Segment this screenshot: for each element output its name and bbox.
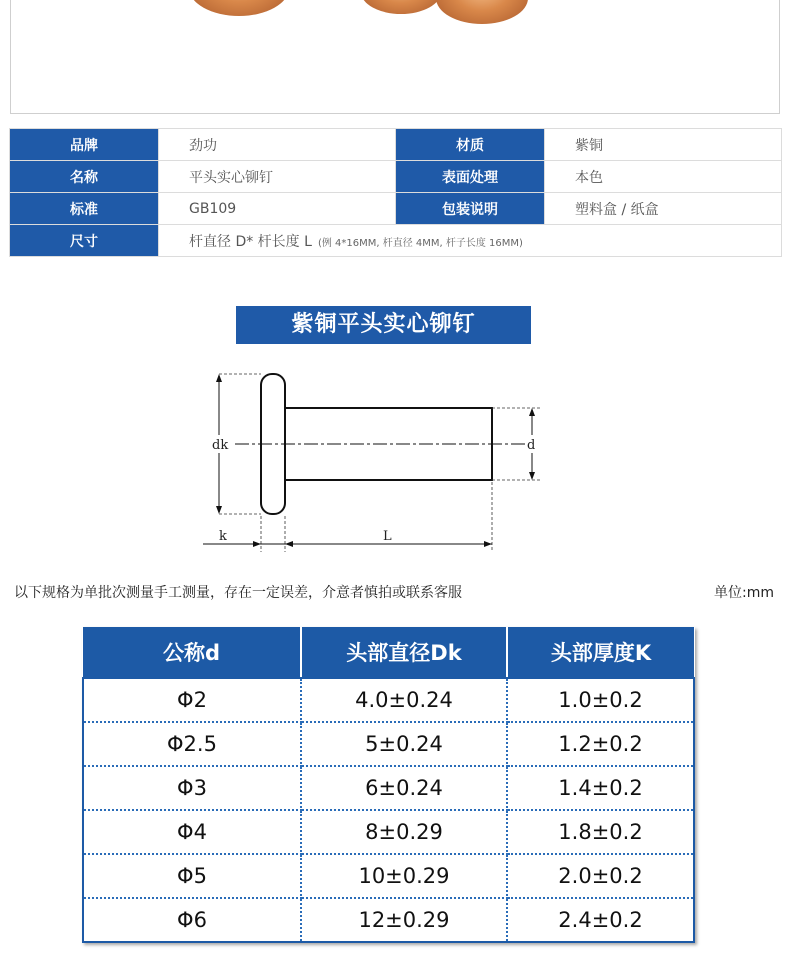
table-row bbox=[83, 898, 694, 942]
spec-row bbox=[10, 161, 782, 193]
spec-row bbox=[10, 193, 782, 225]
rivet-image bbox=[189, 0, 289, 16]
table-cell: Φ2 bbox=[83, 678, 301, 722]
size-example: (例 4*16MM, 杆直径 4MM, 杆子长度 16MM) bbox=[317, 237, 523, 249]
spec-label: 品牌 bbox=[10, 129, 159, 161]
spec-value: 紫铜 bbox=[545, 129, 782, 161]
d-label: d bbox=[527, 438, 536, 453]
table-cell: 1.8±0.2 bbox=[507, 810, 694, 854]
table-cell: 2.0±0.2 bbox=[507, 854, 694, 898]
column-header: 头部直径Dk bbox=[301, 627, 507, 678]
arrow-icon bbox=[285, 541, 293, 547]
table-cell: 5±0.24 bbox=[301, 722, 507, 766]
table-cell: Φ5 bbox=[83, 854, 301, 898]
table-cell: 1.0±0.2 bbox=[507, 678, 694, 722]
spec-label: 尺寸 bbox=[10, 225, 159, 257]
unit-note: 单位:mm bbox=[714, 585, 774, 601]
spec-row-size bbox=[10, 225, 782, 257]
spec-label: 材质 bbox=[396, 129, 545, 161]
arrow-icon bbox=[253, 541, 261, 547]
arrow-icon bbox=[216, 506, 222, 514]
table-row bbox=[83, 678, 694, 722]
table-cell: 6±0.24 bbox=[301, 766, 507, 810]
size-formula: 杆直径 D* 杆长度 L bbox=[189, 233, 312, 250]
dk-label: dk bbox=[212, 438, 229, 453]
spec-value: 塑料盒 / 纸盒 bbox=[545, 193, 782, 225]
L-label: L bbox=[383, 529, 392, 544]
table-cell: 2.4±0.2 bbox=[507, 898, 694, 942]
table-cell: Φ4 bbox=[83, 810, 301, 854]
table-cell: 10±0.29 bbox=[301, 854, 507, 898]
product-title-banner: 紫铜平头实心铆钉 bbox=[236, 306, 531, 344]
rivet-diagram bbox=[195, 360, 555, 560]
table-row bbox=[83, 810, 694, 854]
spec-row bbox=[10, 129, 782, 161]
table-row bbox=[83, 766, 694, 810]
column-header: 公称d bbox=[83, 627, 301, 678]
arrow-icon bbox=[529, 408, 535, 416]
spec-value: 本色 bbox=[545, 161, 782, 193]
arrow-icon bbox=[216, 374, 222, 382]
k-label: k bbox=[219, 529, 227, 544]
spec-table bbox=[9, 128, 782, 257]
product-photo bbox=[10, 0, 780, 114]
size-table bbox=[82, 627, 695, 943]
spec-label: 名称 bbox=[10, 161, 159, 193]
measurement-note: 以下规格为单批次测量手工测量，存在一定误差，介意者慎拍或联系客服 bbox=[14, 585, 462, 601]
spec-label: 表面处理 bbox=[396, 161, 545, 193]
spec-value: GB109 bbox=[159, 193, 396, 225]
spec-label: 标准 bbox=[10, 193, 159, 225]
rivet-image bbox=[436, 0, 528, 24]
table-cell: 8±0.29 bbox=[301, 810, 507, 854]
table-cell: 1.4±0.2 bbox=[507, 766, 694, 810]
table-cell: Φ3 bbox=[83, 766, 301, 810]
spec-label: 包装说明 bbox=[396, 193, 545, 225]
table-cell: 1.2±0.2 bbox=[507, 722, 694, 766]
table-cell: Φ6 bbox=[83, 898, 301, 942]
spec-value: 劲功 bbox=[159, 129, 396, 161]
rivet-image bbox=[361, 0, 441, 14]
spec-value: 平头实心铆钉 bbox=[159, 161, 396, 193]
arrow-icon bbox=[529, 472, 535, 480]
arrow-icon bbox=[484, 541, 492, 547]
table-cell: 12±0.29 bbox=[301, 898, 507, 942]
spec-value-size bbox=[159, 225, 782, 257]
table-cell: 4.0±0.24 bbox=[301, 678, 507, 722]
table-row bbox=[83, 722, 694, 766]
column-header: 头部厚度K bbox=[507, 627, 694, 678]
table-row bbox=[83, 854, 694, 898]
table-cell: Φ2.5 bbox=[83, 722, 301, 766]
size-table-header bbox=[83, 627, 694, 678]
